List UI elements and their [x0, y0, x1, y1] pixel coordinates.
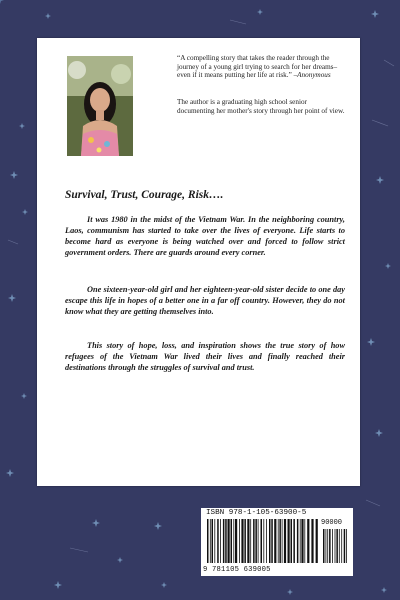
quote-text: “A compelling story that takes the reader through the journey of a young girl trying to search for her dreams–even if it means putting her life at risk.”: [177, 54, 338, 80]
author-note: The author is a graduating high school senior documenting her mother's story through her point of view.: [177, 98, 345, 115]
isbn-barcode: [201, 508, 353, 576]
review-quote: [177, 54, 345, 80]
ean-digits: 9 781105 639005: [203, 566, 271, 574]
synopsis-paragraph-2-text: One sixteen-year-old girl and her eighteen-year-old sister decide to one day escape this life in hopes of a better one in a far off country. However, they do not know what they are getting themselves into.: [65, 285, 345, 316]
synopsis-paragraph-1-text: It was 1980 in the midst of the Vietnam War. In the neighboring country, Laos, communism has started to take over the lives of everyone. Life starts to become hard as everyone is being watched over and forced to follow strict government orders. There are guards around every corner.: [65, 215, 345, 257]
synopsis-paragraph-3-text: This story of hope, loss, and inspiration shows the true story of how refugees of the Vietnam War lived their lives and finally reached their destinations through the struggles of survival and trust.: [65, 341, 345, 372]
author-photo: [67, 56, 133, 156]
synopsis-paragraph-2: [65, 284, 345, 317]
quote-source: –Anonymous: [293, 71, 331, 80]
synopsis-paragraph-3: [65, 340, 345, 373]
back-cover-panel: [37, 38, 360, 486]
addon-digits: 90000: [321, 519, 343, 527]
headline: Survival, Trust, Courage, Risk….: [65, 189, 224, 201]
isbn-label: ISBN 978-1-105-63900-5: [206, 509, 307, 517]
synopsis-paragraph-1: [65, 214, 345, 258]
